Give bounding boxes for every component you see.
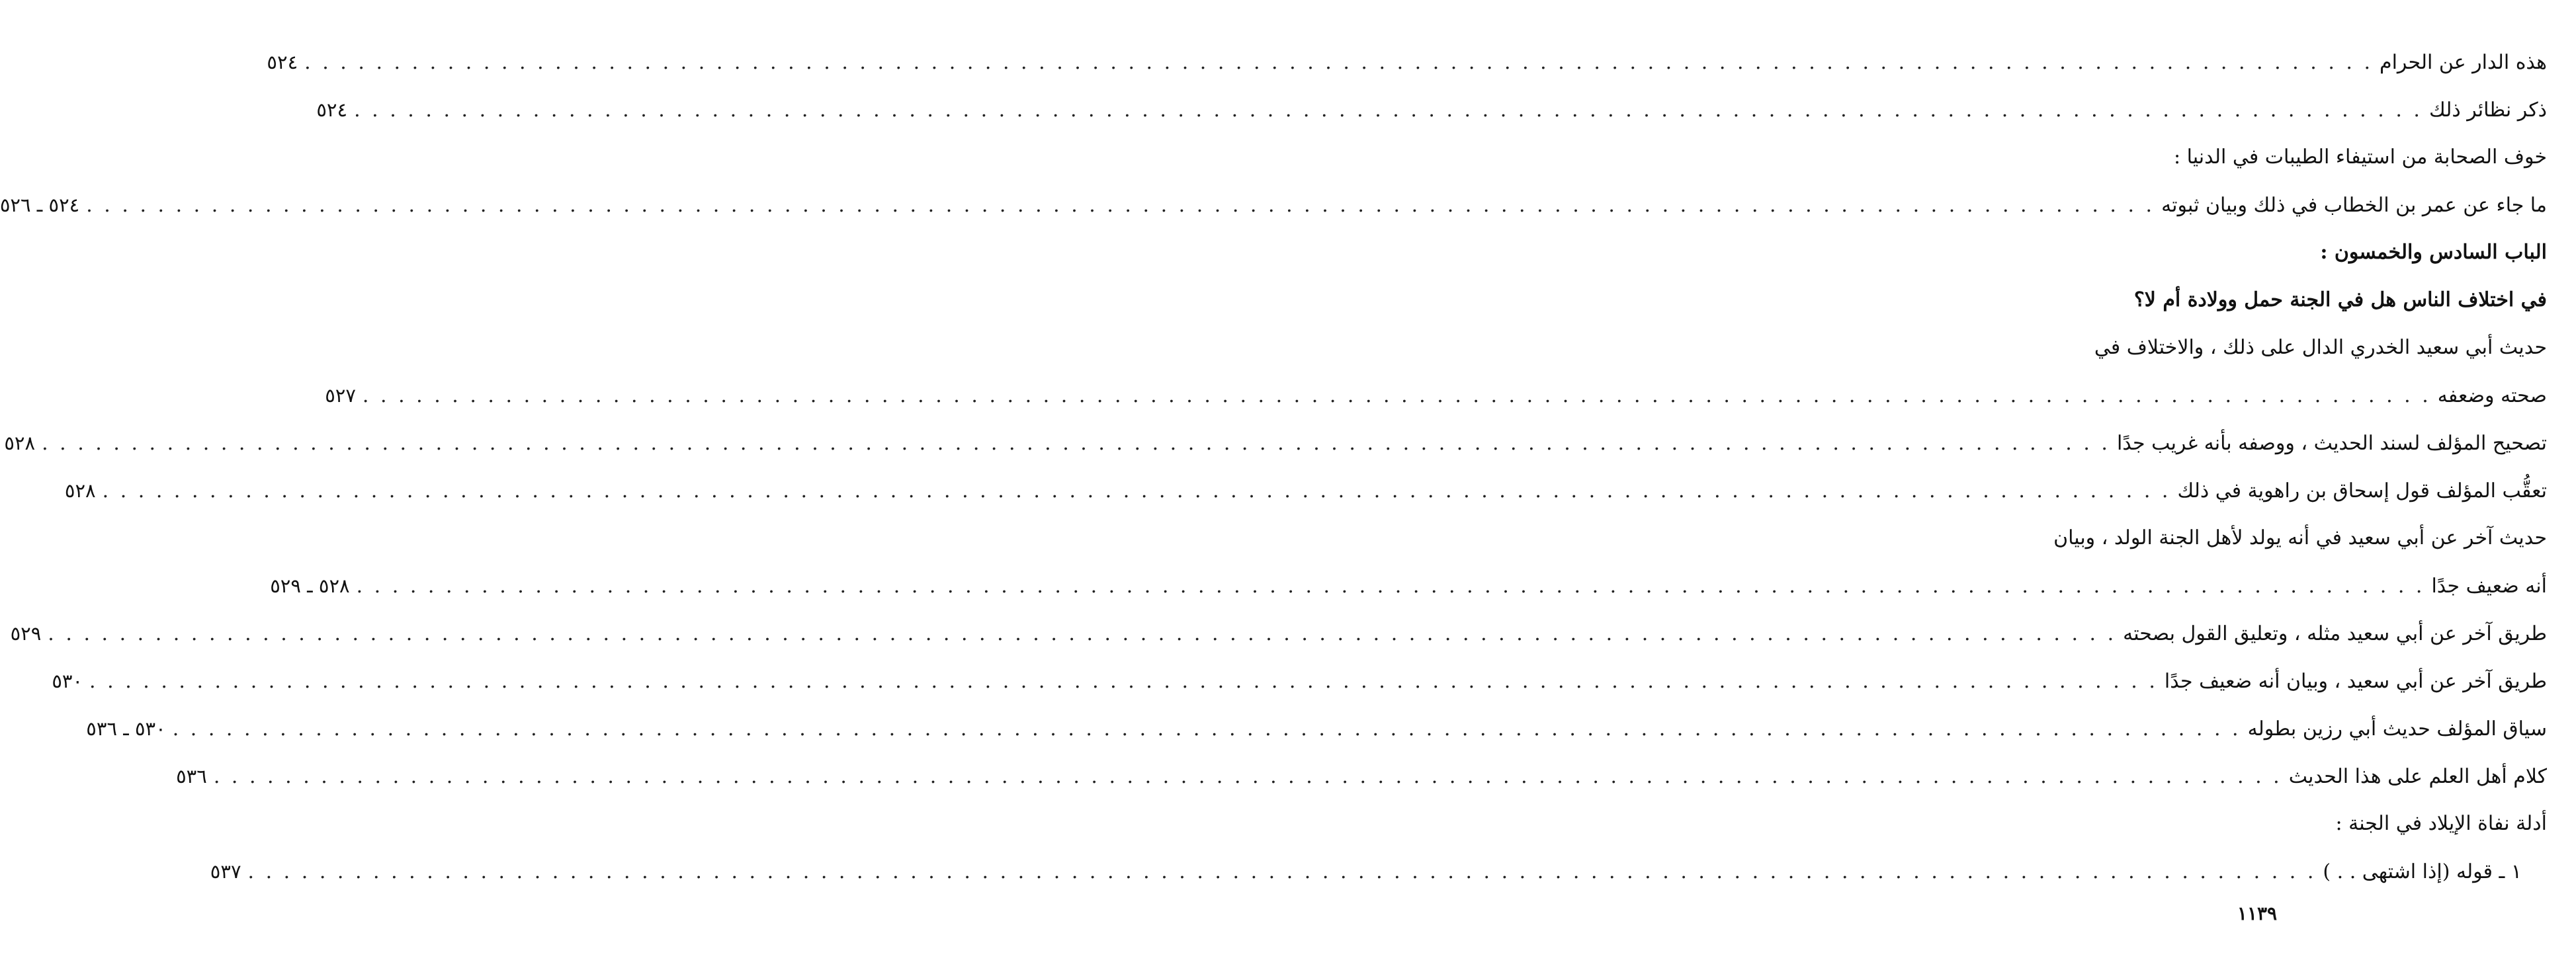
dot-leader: [304, 39, 2373, 87]
entry-title: ١ ـ قوله (إذا اشتهى . . ): [2323, 860, 2522, 883]
entry-page: ٥٢٩: [10, 622, 42, 645]
toc-entry: [52, 657, 2547, 705]
entry-title: ما جاء عن عمر بن الخطاب في ذلك وبيان ثبوته: [2161, 194, 2547, 217]
entry-page: ٥٢٤: [316, 99, 348, 121]
toc-subheading: [1965, 134, 2547, 181]
entry-page: ٥٣٠ ـ ٥٣٦: [86, 717, 166, 740]
entry-page: ٥٢٨: [4, 432, 36, 454]
entry-title: صحته وضعفه: [2437, 384, 2547, 407]
entry-page: ٥٢٨ ـ ٥٢٩: [270, 575, 350, 597]
toc-entry: [4, 419, 2547, 467]
entry-title: تصحيح المؤلف لسند الحديث ، ووصفه بأنه غريب جدًا: [2116, 432, 2547, 455]
dot-leader: [173, 706, 2241, 753]
toc-entry: [10, 610, 2547, 657]
toc-entry: [210, 848, 2547, 895]
dot-leader: [214, 753, 2282, 801]
toc-entry: [0, 181, 2547, 229]
entry-title: تعقُّب المؤلف قول إسحاق بن راهوية في ذلك: [2177, 479, 2547, 503]
table-of-contents: [0, 38, 2547, 895]
entry-title: حديث آخر عن أبي سعيد في أنه يولد لأهل الجنة الولد ، وبيان: [2053, 526, 2547, 549]
dot-leader: [86, 182, 2155, 229]
entry-page: ٥٣٦: [176, 765, 207, 787]
dot-leader: [357, 563, 2425, 610]
entry-title: ذكر نظائر ذلك: [2428, 99, 2547, 122]
entry-page: ٥٢٤ ـ ٥٢٦: [0, 194, 80, 216]
toc-subheading: [1965, 800, 2547, 848]
entry-title: حديث أبي سعيد الخدري الدال على ذلك ، والاختلاف في: [2094, 336, 2547, 359]
entry-page: ٥٢٨: [64, 479, 96, 502]
entry-page: ٥٢٧: [325, 384, 356, 407]
entry-title: طريق آخر عن أبي سعيد ، وبيان أنه ضعيف جدًا: [2164, 670, 2547, 693]
dot-leader: [89, 658, 2158, 706]
toc-entry: [270, 562, 2547, 610]
toc-entry: [86, 705, 2547, 752]
entry-title: طريق آخر عن أبي سعيد مثله ، وتعليق القول بصحته: [2123, 622, 2547, 645]
chapter-title: الباب السادس والخمسون :: [2320, 241, 2547, 264]
chapter-subtitle: [1965, 276, 2547, 324]
toc-entry: [64, 467, 2547, 514]
toc-entry-line: [1965, 324, 2547, 372]
dot-leader: [248, 848, 2317, 896]
dot-leader: [103, 467, 2171, 515]
entry-page: ٥٢٤: [267, 51, 298, 73]
entry-title: سياق المؤلف حديث أبي رزين بطوله: [2247, 717, 2547, 741]
entry-title: أنه ضعيف جدًا: [2431, 575, 2547, 598]
chapter-subtitle-text: في اختلاف الناس هل في الجنة حمل وولادة أم لا؟: [2133, 288, 2547, 311]
entry-page: ٥٣٧: [210, 860, 241, 883]
dot-leader: [363, 372, 2431, 420]
toc-entry: [325, 372, 2547, 419]
entry-title: هذه الدار عن الحرام: [2380, 51, 2547, 74]
page-number: ١١٣٩: [2237, 903, 2278, 924]
toc-entry: [316, 86, 2547, 134]
dot-leader: [48, 610, 2116, 658]
entry-title: أدلة نفاة الإيلاد في الجنة :: [2335, 812, 2547, 835]
entry-title: خوف الصحابة من استيفاء الطيبات في الدنيا :: [2173, 145, 2547, 169]
toc-entry: [267, 38, 2547, 86]
toc-entry-line: [1965, 514, 2547, 562]
entry-page: ٥٣٠: [52, 670, 83, 692]
entry-title: كلام أهل العلم على هذا الحديث: [2288, 765, 2547, 788]
dot-leader: [354, 87, 2423, 134]
toc-entry: [176, 752, 2547, 800]
chapter-heading: [1965, 229, 2547, 276]
dot-leader: [42, 420, 2110, 467]
